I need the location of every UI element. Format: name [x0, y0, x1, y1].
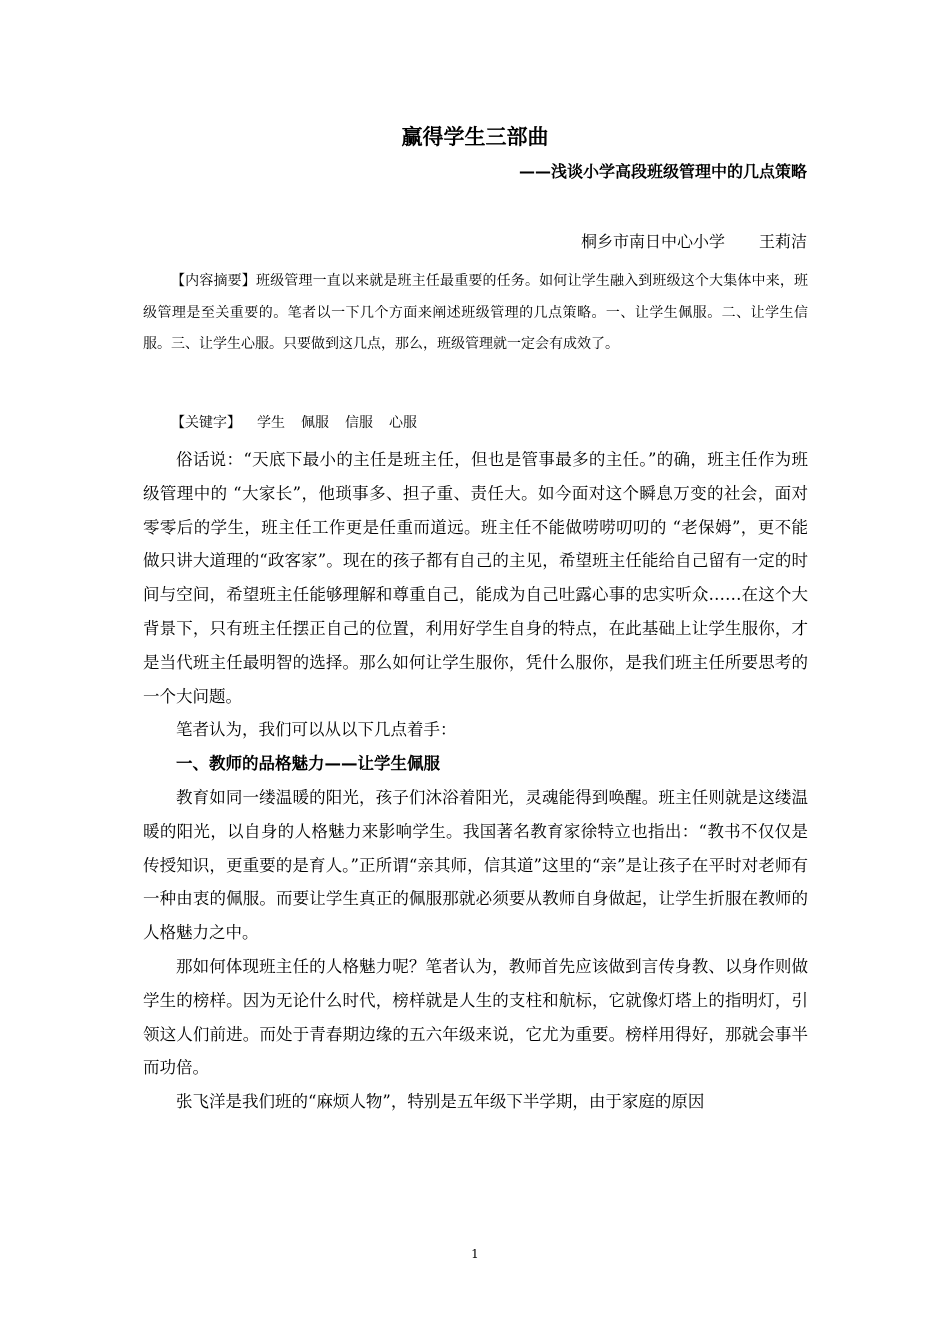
section-heading: 一、教师的品格魅力——让学生佩服 [176, 754, 440, 774]
author-school: 桐乡市南日中心小学 [580, 232, 725, 251]
keyword: 信服 [345, 415, 373, 431]
keywords-label: 【关键字】 [171, 415, 241, 431]
document-body [143, 443, 808, 1119]
keyword: 心服 [389, 415, 417, 431]
author-line [581, 229, 807, 255]
document-subtitle: ——浅谈小学高段班级管理中的几点策略 [518, 162, 807, 181]
body-paragraph: 张飞洋是我们班的“麻烦人物”，特别是五年级下半学期，由于家庭的原因 [176, 1092, 705, 1112]
abstract [143, 266, 808, 361]
page-number: 1 [471, 1247, 479, 1261]
keywords [171, 408, 417, 439]
keyword: 学生 [257, 415, 285, 431]
author-name: 王莉洁 [758, 232, 807, 251]
body-paragraph: 教育如同一缕温暖的阳光，孩子们沐浴着阳光，灵魂能得到唤醒。班主任则就是这缕温暖的阳光，以自身的人格魅力来影响学生。我国著名教育家徐特立也指出：“教书不仅仅是传授知识，更重要的是育人。”正所谓“亲其师，信其道”这里的“亲”是让孩子在平时对老师有一种由衷的佩服。而要让学生真正的佩服那就必须要从教师自身做起，让学生折服在教师的人格魅力之中。 [143, 787, 808, 943]
body-paragraph: 笔者认为，我们可以从以下几点着手： [176, 720, 457, 740]
document-title: 赢得学生三部曲 [401, 125, 549, 149]
body-paragraph: 俗话说：“天底下最小的主任是班主任，但也是管事最多的主任。”的确，班主任作为班级管理中的 “大家长”，他琐事多、担子重、责任大。如今面对这个瞬息万变的社会，面对零零后的学生，班主任工作更是任重而道远。班主任不能做唠唠叨叨的 “老保姆”，更不能做只讲大道理的“政客家”。现在的孩子都有自己的主见，希望班主任能给自己留有一定的时间与空间，希望班主任能够理解和尊重自己，能成为自己吐露心事的忠实听众……在这个大背景下，只有班主任摆正自己的位置，利用好学生自身的特点，在此基础上让学生服你，才是当代班主任最明智的选择。那么如何让学生服你，凭什么服你，是我们班主任所要思考的一个大问题。 [143, 450, 808, 706]
abstract-label: 【内容摘要】 [171, 273, 256, 289]
keyword: 佩服 [301, 415, 329, 431]
abstract-text: 班级管理一直以来就是班主任最重要的任务。如何让学生融入到班级这个大集体中来，班级管理是至关重要的。笔者以一下几个方面来阐述班级管理的几点策略。一、让学生佩服。二、让学生信服。三、让学生心服。只要做到这几点，那么，班级管理就一定会有成效了。 [143, 273, 809, 352]
body-paragraph: 那如何体现班主任的人格魅力呢？笔者认为，教师首先应该做到言传身教、以身作则做学生的榜样。因为无论什么时代，榜样就是人生的支柱和航标，它就像灯塔上的指明灯，引领这人们前进。而处于青春期边缘的五六年级来说，它尤为重要。榜样用得好，那就会事半而功倍。 [143, 956, 808, 1078]
